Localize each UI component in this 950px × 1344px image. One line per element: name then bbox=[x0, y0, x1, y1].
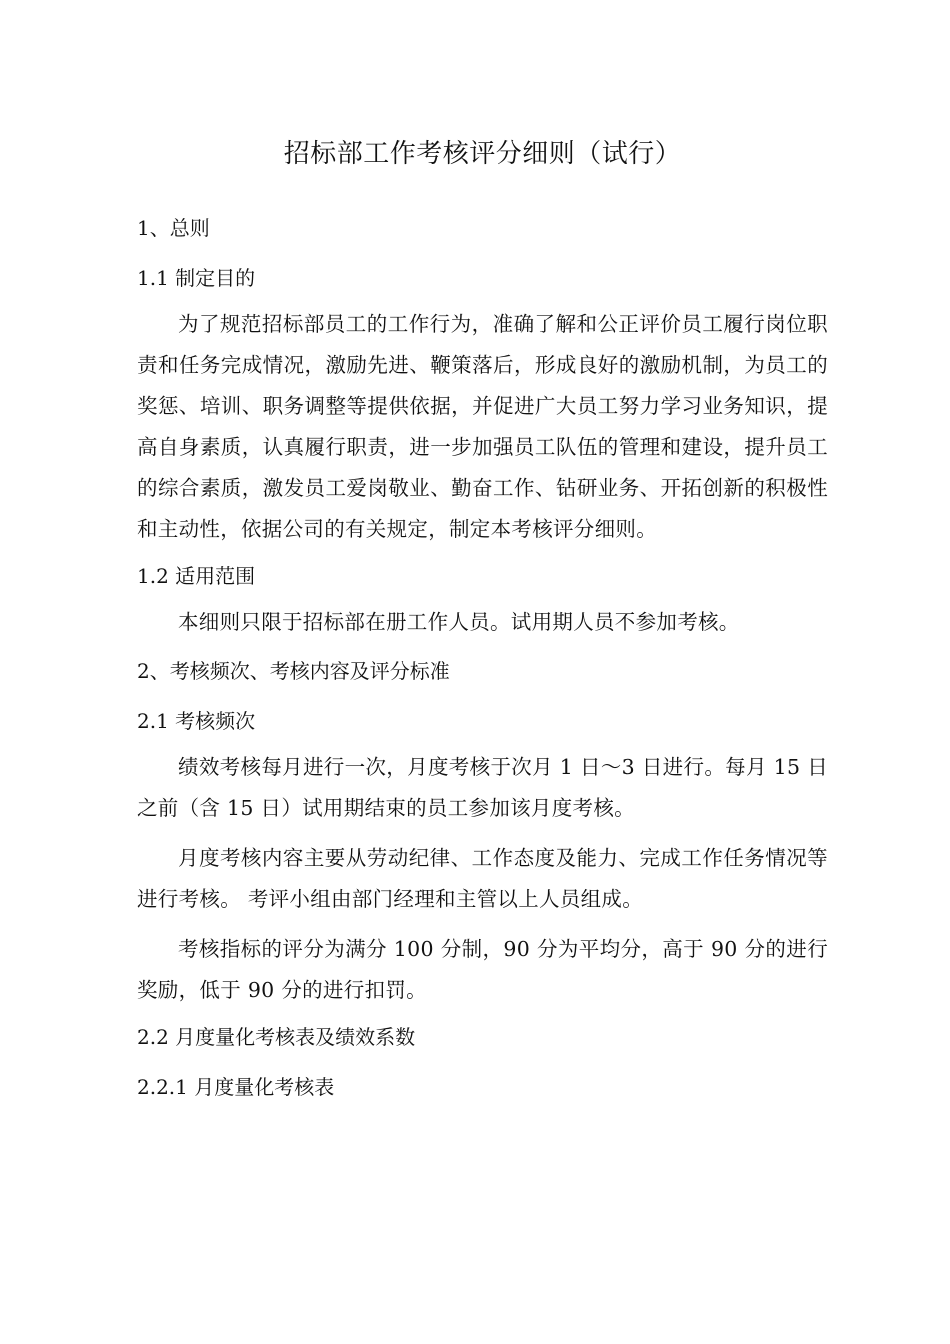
paragraph-purpose: 为了规范招标部员工的工作行为，准确了解和公正评价员工履行岗位职责和任务完成情况，激励先进、鞭策落后，形成良好的激励机制，为员工的奖惩、培训、职务调整等提供依据，并促进广大员工努力学习业务知识，提高自身素质，认真履行职责，进一步加强员工队伍的管理和建设，提升员工的综合素质，激发员工爱岗敬业、勤奋工作、钻研业务、开拓创新的积极性和主动性，依据公司的有关规定，制定本考核评分细则。 bbox=[137, 312, 828, 541]
section-heading-frequency: 2.1 考核频次 bbox=[137, 709, 256, 733]
section-heading-monthly-sheet: 2.2.1 月度量化考核表 bbox=[137, 1075, 335, 1099]
paragraph-scope: 本细则只限于招标部在册工作人员。试用期人员不参加考核。 bbox=[178, 610, 740, 634]
section-heading-assessment: 2、考核频次、考核内容及评分标准 bbox=[137, 659, 450, 683]
document-title: 招标部工作考核评分细则（试行） bbox=[283, 139, 682, 169]
paragraph-scoring: 考核指标的评分为满分 100 分制，90 分为平均分，高于 90 分的进行奖励，低于 90 分的进行扣罚。 bbox=[137, 937, 828, 1002]
section-heading-monthly-table: 2.2 月度量化考核表及绩效系数 bbox=[137, 1025, 416, 1049]
paragraph-frequency: 绩效考核每月进行一次，月度考核于次月 1 日～3 日进行。每月 15 日之前（含 15 日）试用期结束的员工参加该月度考核。 bbox=[137, 755, 828, 820]
section-heading-purpose: 1.1 制定目的 bbox=[137, 266, 256, 290]
section-heading-scope: 1.2 适用范围 bbox=[137, 564, 256, 588]
paragraph-content: 月度考核内容主要从劳动纪律、工作态度及能力、完成工作任务情况等进行考核。 考评小组由部门经理和主管以上人员组成。 bbox=[137, 846, 828, 911]
section-heading-general: 1、总则 bbox=[137, 216, 210, 240]
